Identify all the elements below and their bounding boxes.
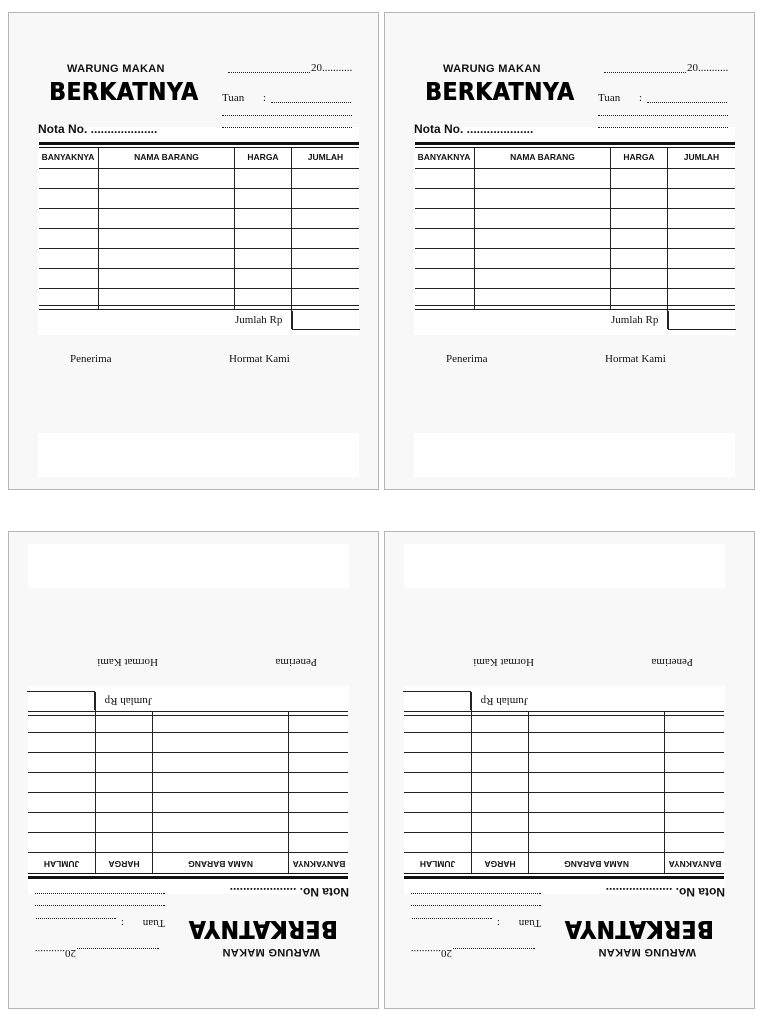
- column-header-nama-barang: NAMA BARANG: [564, 859, 629, 869]
- column-header-banyaknya: BANYAKNYA: [417, 152, 471, 162]
- tuan-label: Tuan: [518, 917, 541, 929]
- table-bottom-line: [415, 305, 735, 306]
- total-label: Jumlah Rp: [104, 695, 152, 707]
- date-year: 20...........: [687, 62, 729, 74]
- column-header-harga: HARGA: [484, 859, 516, 869]
- tuan-dotline: [647, 102, 727, 103]
- column-header-harga: HARGA: [108, 859, 140, 869]
- table-row-line: [28, 792, 348, 793]
- table-row-line: [28, 812, 348, 813]
- table-row-line: [415, 228, 735, 229]
- table-row-line: [415, 168, 735, 169]
- column-divider: [291, 148, 292, 329]
- address-dotline-1: [222, 115, 352, 116]
- date-dotline: [228, 72, 310, 73]
- column-header-banyaknya: BANYAKNYA: [668, 859, 722, 869]
- footer-blank-area: [414, 433, 735, 477]
- receipt-content: [383, 530, 754, 1008]
- header-rule-thick: [404, 876, 724, 879]
- nota-label: Nota No. ....................: [38, 122, 158, 136]
- brand-logo-text: BERKATNYA: [564, 915, 714, 944]
- column-header-jumlah: JUMLAH: [43, 859, 80, 869]
- table-row-line: [404, 832, 724, 833]
- column-divider: [667, 148, 668, 329]
- header-rule-thick: [415, 142, 735, 145]
- brand-logo-text: BERKATNYA: [188, 915, 338, 944]
- signature-hormat-kami: Hormat Kami: [605, 353, 666, 365]
- receipt-content: [9, 13, 380, 491]
- table-row-line: [39, 268, 359, 269]
- table-row-line: [39, 188, 359, 189]
- date-year: 20...........: [410, 947, 452, 959]
- nota-label: Nota No. ....................: [605, 885, 725, 899]
- date-year: 20...........: [311, 62, 353, 74]
- table-row-line: [28, 832, 348, 833]
- total-label: Jumlah Rp: [611, 314, 659, 326]
- header-rule-thin: [39, 147, 359, 148]
- address-dotline-2: [222, 127, 352, 128]
- footer-blank-area: [404, 544, 725, 588]
- total-label: Jumlah Rp: [235, 314, 283, 326]
- brand-subtitle: WARUNG MAKAN: [598, 946, 696, 958]
- table-row-line: [404, 792, 724, 793]
- tuan-colon: :: [120, 917, 124, 929]
- table-row-line: [415, 208, 735, 209]
- total-box: [292, 311, 360, 330]
- tuan-dotline: [412, 918, 492, 919]
- column-header-jumlah: JUMLAH: [307, 152, 344, 162]
- column-header-harga: HARGA: [623, 152, 655, 162]
- table-bottom-line: [39, 309, 359, 310]
- header-rule-thick: [39, 142, 359, 145]
- table-row-line: [415, 288, 735, 289]
- tuan-label: Tuan: [142, 917, 165, 929]
- address-dotline-1: [411, 905, 541, 906]
- tuan-dotline: [271, 102, 351, 103]
- address-dotline-2: [411, 893, 541, 894]
- brand-subtitle: WARUNG MAKAN: [67, 63, 165, 75]
- receipt-card-top-right: [384, 12, 755, 490]
- total-box: [668, 311, 736, 330]
- table-row-line: [404, 752, 724, 753]
- table-bottom-line: [404, 715, 724, 716]
- table-row-line: [28, 772, 348, 773]
- column-header-nama-barang: NAMA BARANG: [510, 152, 575, 162]
- signature-hormat-kami: Hormat Kami: [229, 353, 290, 365]
- total-label: Jumlah Rp: [480, 695, 528, 707]
- table-row-line: [39, 208, 359, 209]
- receipt-card-top-left: [8, 12, 379, 490]
- column-header-banyaknya: BANYAKNYA: [41, 152, 95, 162]
- address-dotline-2: [35, 893, 165, 894]
- column-header-harga: HARGA: [247, 152, 279, 162]
- receipt-card-bottom-right-inverted: [384, 531, 755, 1009]
- tuan-colon: :: [496, 917, 500, 929]
- total-box: [403, 691, 471, 710]
- receipt-content: [7, 530, 378, 1008]
- address-dotline-2: [598, 127, 728, 128]
- receipt-card-bottom-left-inverted: [8, 531, 379, 1009]
- table-row-line: [404, 772, 724, 773]
- signature-penerima: Penerima: [446, 353, 488, 365]
- column-divider: [471, 692, 472, 873]
- table-row-line: [28, 852, 348, 853]
- header-rule-thin: [404, 873, 724, 874]
- address-dotline-1: [35, 905, 165, 906]
- receipt-content: [385, 13, 756, 491]
- header-rule-thick: [28, 876, 348, 879]
- nota-label: Nota No. ....................: [414, 122, 534, 136]
- column-header-jumlah: JUMLAH: [683, 152, 720, 162]
- column-header-nama-barang: NAMA BARANG: [188, 859, 253, 869]
- brand-subtitle: WARUNG MAKAN: [222, 946, 320, 958]
- nota-label: Nota No. ....................: [229, 885, 349, 899]
- brand-subtitle: WARUNG MAKAN: [443, 63, 541, 75]
- brand-logo-text: BERKATNYA: [49, 77, 199, 106]
- tuan-colon: :: [639, 92, 643, 104]
- brand-logo-text: BERKATNYA: [425, 77, 575, 106]
- table-row-line: [415, 188, 735, 189]
- column-header-jumlah: JUMLAH: [419, 859, 456, 869]
- signature-penerima: Penerima: [70, 353, 112, 365]
- header-rule-thin: [28, 873, 348, 874]
- signature-penerima: Penerima: [651, 656, 693, 668]
- table-row-line: [404, 812, 724, 813]
- address-dotline-1: [598, 115, 728, 116]
- date-dotline: [453, 948, 535, 949]
- table-bottom-line: [39, 305, 359, 306]
- table-row-line: [28, 752, 348, 753]
- table-bottom-line: [415, 309, 735, 310]
- table-row-line: [39, 248, 359, 249]
- column-header-nama-barang: NAMA BARANG: [134, 152, 199, 162]
- column-header-banyaknya: BANYAKNYA: [292, 859, 346, 869]
- table-row-line: [39, 168, 359, 169]
- table-row-line: [415, 268, 735, 269]
- table-row-line: [404, 732, 724, 733]
- table-row-line: [28, 732, 348, 733]
- tuan-label: Tuan: [222, 92, 245, 104]
- total-box: [27, 691, 95, 710]
- date-dotline: [604, 72, 686, 73]
- table-row-line: [415, 248, 735, 249]
- footer-blank-area: [28, 544, 349, 588]
- column-divider: [95, 692, 96, 873]
- header-rule-thin: [415, 147, 735, 148]
- table-bottom-line: [28, 715, 348, 716]
- table-row-line: [404, 852, 724, 853]
- table-bottom-line: [404, 711, 724, 712]
- footer-blank-area: [38, 433, 359, 477]
- date-year: 20...........: [34, 947, 76, 959]
- table-row-line: [39, 288, 359, 289]
- tuan-colon: :: [263, 92, 267, 104]
- signature-hormat-kami: Hormat Kami: [473, 656, 534, 668]
- signature-hormat-kami: Hormat Kami: [97, 656, 158, 668]
- table-row-line: [39, 228, 359, 229]
- date-dotline: [77, 948, 159, 949]
- signature-penerima: Penerima: [275, 656, 317, 668]
- tuan-label: Tuan: [598, 92, 621, 104]
- table-bottom-line: [28, 711, 348, 712]
- tuan-dotline: [36, 918, 116, 919]
